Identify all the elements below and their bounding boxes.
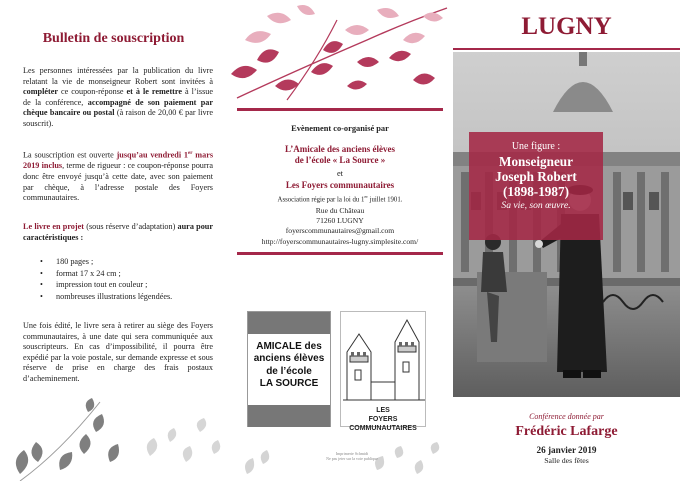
organizer-amicale: L’Amicale des anciens élèves de l’école « La Source » [285,144,395,165]
street: Rue du Château [315,205,365,215]
subscription-panel [0,0,227,481]
event-date: 26 janvier 2019 [536,445,597,455]
event-venue: Salle des fêtes [544,456,589,465]
event-by-label: Evènement co-organisé par [291,124,389,133]
list-item: • impression tout en couleur ; [40,279,172,291]
book-features-list [40,256,172,302]
subject-name: Monseigneur Joseph Robert (1898-1987) [495,154,577,199]
print-note: Imprimerie Schmidt Ne pas jeter sur la voie publique [326,451,378,461]
divider [453,48,680,50]
list-item: • format 17 x 24 cm ; [40,268,172,280]
organizer-address: Association régie par la loi du 1er juillet 1901. Rue du Château 71260 LUGNY foyerscommunautaires@gmail.com http://foyerscommunautaires-lugny.simplesite.com/ [227,192,453,247]
and-label: et [336,169,344,178]
organizer-foyers: Les Foyers communautaires [285,180,395,190]
tagline: Une figure : [511,141,561,152]
organizers-panel [227,0,453,481]
tower-icon [341,312,427,404]
paragraph-pickup: Une fois édité, le livre sera à retirer au siège des Foyers communautaires, à une date qui sera communiquée aux souscripteurs. En cas d’impossibilité, il pourra être expédié par la voie postale, sur demande expresse et sous réserve de prise en charge des frais postaux d’acheminement. [23,321,213,383]
title-box [469,132,603,240]
amicale-logo: AMICALE des anciens élèves de l’école LA SOURCE [247,311,331,427]
cover-photo [453,52,680,397]
paragraph-book: Le livre en projet (sous réserve d’adaptation) aura pour caractéristiques : [23,222,213,242]
city: 71260 LUGNY [316,216,364,226]
paragraph-intro: Les personnes intéressées par la publication du livre relatant la vie de monseigneur Robert sont invitées à compléter ce coupon-réponse et à le remettre à l’issue de la conférence, accompagné de son paiement par chèque bancaire ou postal (à raison de 20,00 € par livre souscrit). [23,66,214,128]
foyers-logo: LES FOYERS COMMUNAUTAIRES [340,311,426,427]
conference-by-label: Conférence donnée par [529,412,604,421]
list-item: • nombreuses illustrations légendées. [40,291,172,303]
leaf-branch-icon [227,0,453,106]
cover-panel [453,0,680,481]
email-link[interactable]: foyerscommunautaires@gmail.com [285,226,395,236]
paragraph-deadline: La souscription est ouverte jusqu’au vendredi 1er mars 2019 inclus, terme de rigueur : ce coupon-réponse pourra donc être envoyé jusqu’à cette date, avec son paiement par chèque, à l’adresse postale des Foyers communautaires. [23,150,214,203]
town-title: LUGNY [521,13,612,40]
subtitle: Sa vie, son œuvre. [501,200,571,211]
speaker-name: Frédéric Lafarge [515,424,618,439]
leaf-decoration-icon [0,392,227,481]
divider [237,108,443,111]
website-link[interactable]: http://foyerscommunautaires-lugny.simplesite.com/ [261,236,419,246]
divider [237,252,443,255]
subscription-title: Bulletin de souscription [42,31,185,46]
list-item: • 180 pages ; [40,256,172,268]
